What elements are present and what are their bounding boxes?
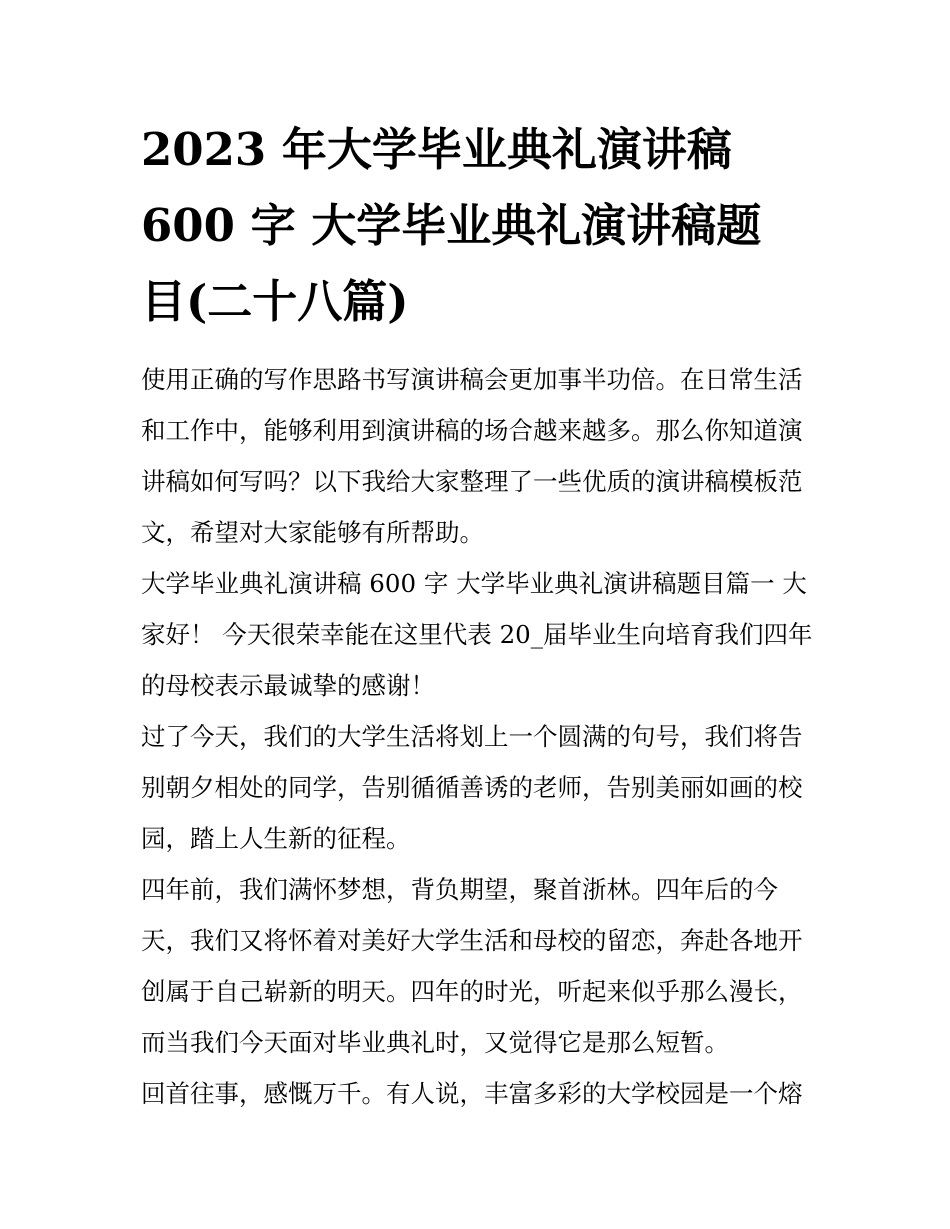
text-line: 创属于自己崭新的明天。四年的时光，听起来似乎那么漫长，: [141, 977, 803, 1006]
text-line: 讲稿如何写吗？以下我给大家整理了一些优质的演讲稿模板范: [141, 467, 803, 496]
text-line: 四年前，我们满怀梦想，背负期望，聚首浙林。四年后的今: [141, 875, 778, 904]
text-line: 别朝夕相处的同学，告别循循善诱的老师，告别美丽如画的校: [141, 773, 803, 802]
document-title: [141, 112, 821, 340]
text-line: 家好！ 今天很荣幸能在这里代表 20_届毕业生向培育我们四年: [141, 620, 813, 649]
title-line: 600 字 大学毕业典礼演讲稿题: [141, 199, 762, 252]
text-line: 园，踏上人生新的征程。: [141, 824, 411, 853]
document-body: [141, 354, 821, 1119]
text-line: 回首往事，感慨万千。有人说，丰富多彩的大学校园是一个熔: [141, 1079, 803, 1108]
paragraph-looking-back: [141, 1068, 821, 1119]
text-line: 文，希望对大家能够有所帮助。: [141, 518, 484, 547]
title-line: 目(二十八篇): [141, 275, 409, 328]
text-line: 过了今天，我们的大学生活将划上一个圆满的句号，我们将告: [141, 722, 803, 751]
text-line: 使用正确的写作思路书写演讲稿会更加事半功倍。在日常生活: [141, 365, 803, 394]
paragraph-intro: [141, 354, 821, 558]
paragraph-farewell: [141, 711, 821, 864]
text-line: 的母校表示最诚挚的感谢！: [141, 671, 435, 700]
title-line: 2023 年大学毕业典礼演讲稿: [141, 123, 732, 176]
paragraph-greeting: [141, 558, 821, 711]
text-line: 和工作中，能够利用到演讲稿的场合越来越多。那么你知道演: [141, 416, 803, 445]
text-line: 而当我们今天面对毕业典礼时，又觉得它是那么短暂。: [141, 1028, 729, 1057]
text-line: 大学毕业典礼演讲稿 600 字 大学毕业典礼演讲稿题目篇一 大: [141, 569, 807, 598]
paragraph-four-years: [141, 864, 821, 1068]
text-line: 天，我们又将怀着对美好大学生活和母校的留恋，奔赴各地开: [141, 926, 803, 955]
